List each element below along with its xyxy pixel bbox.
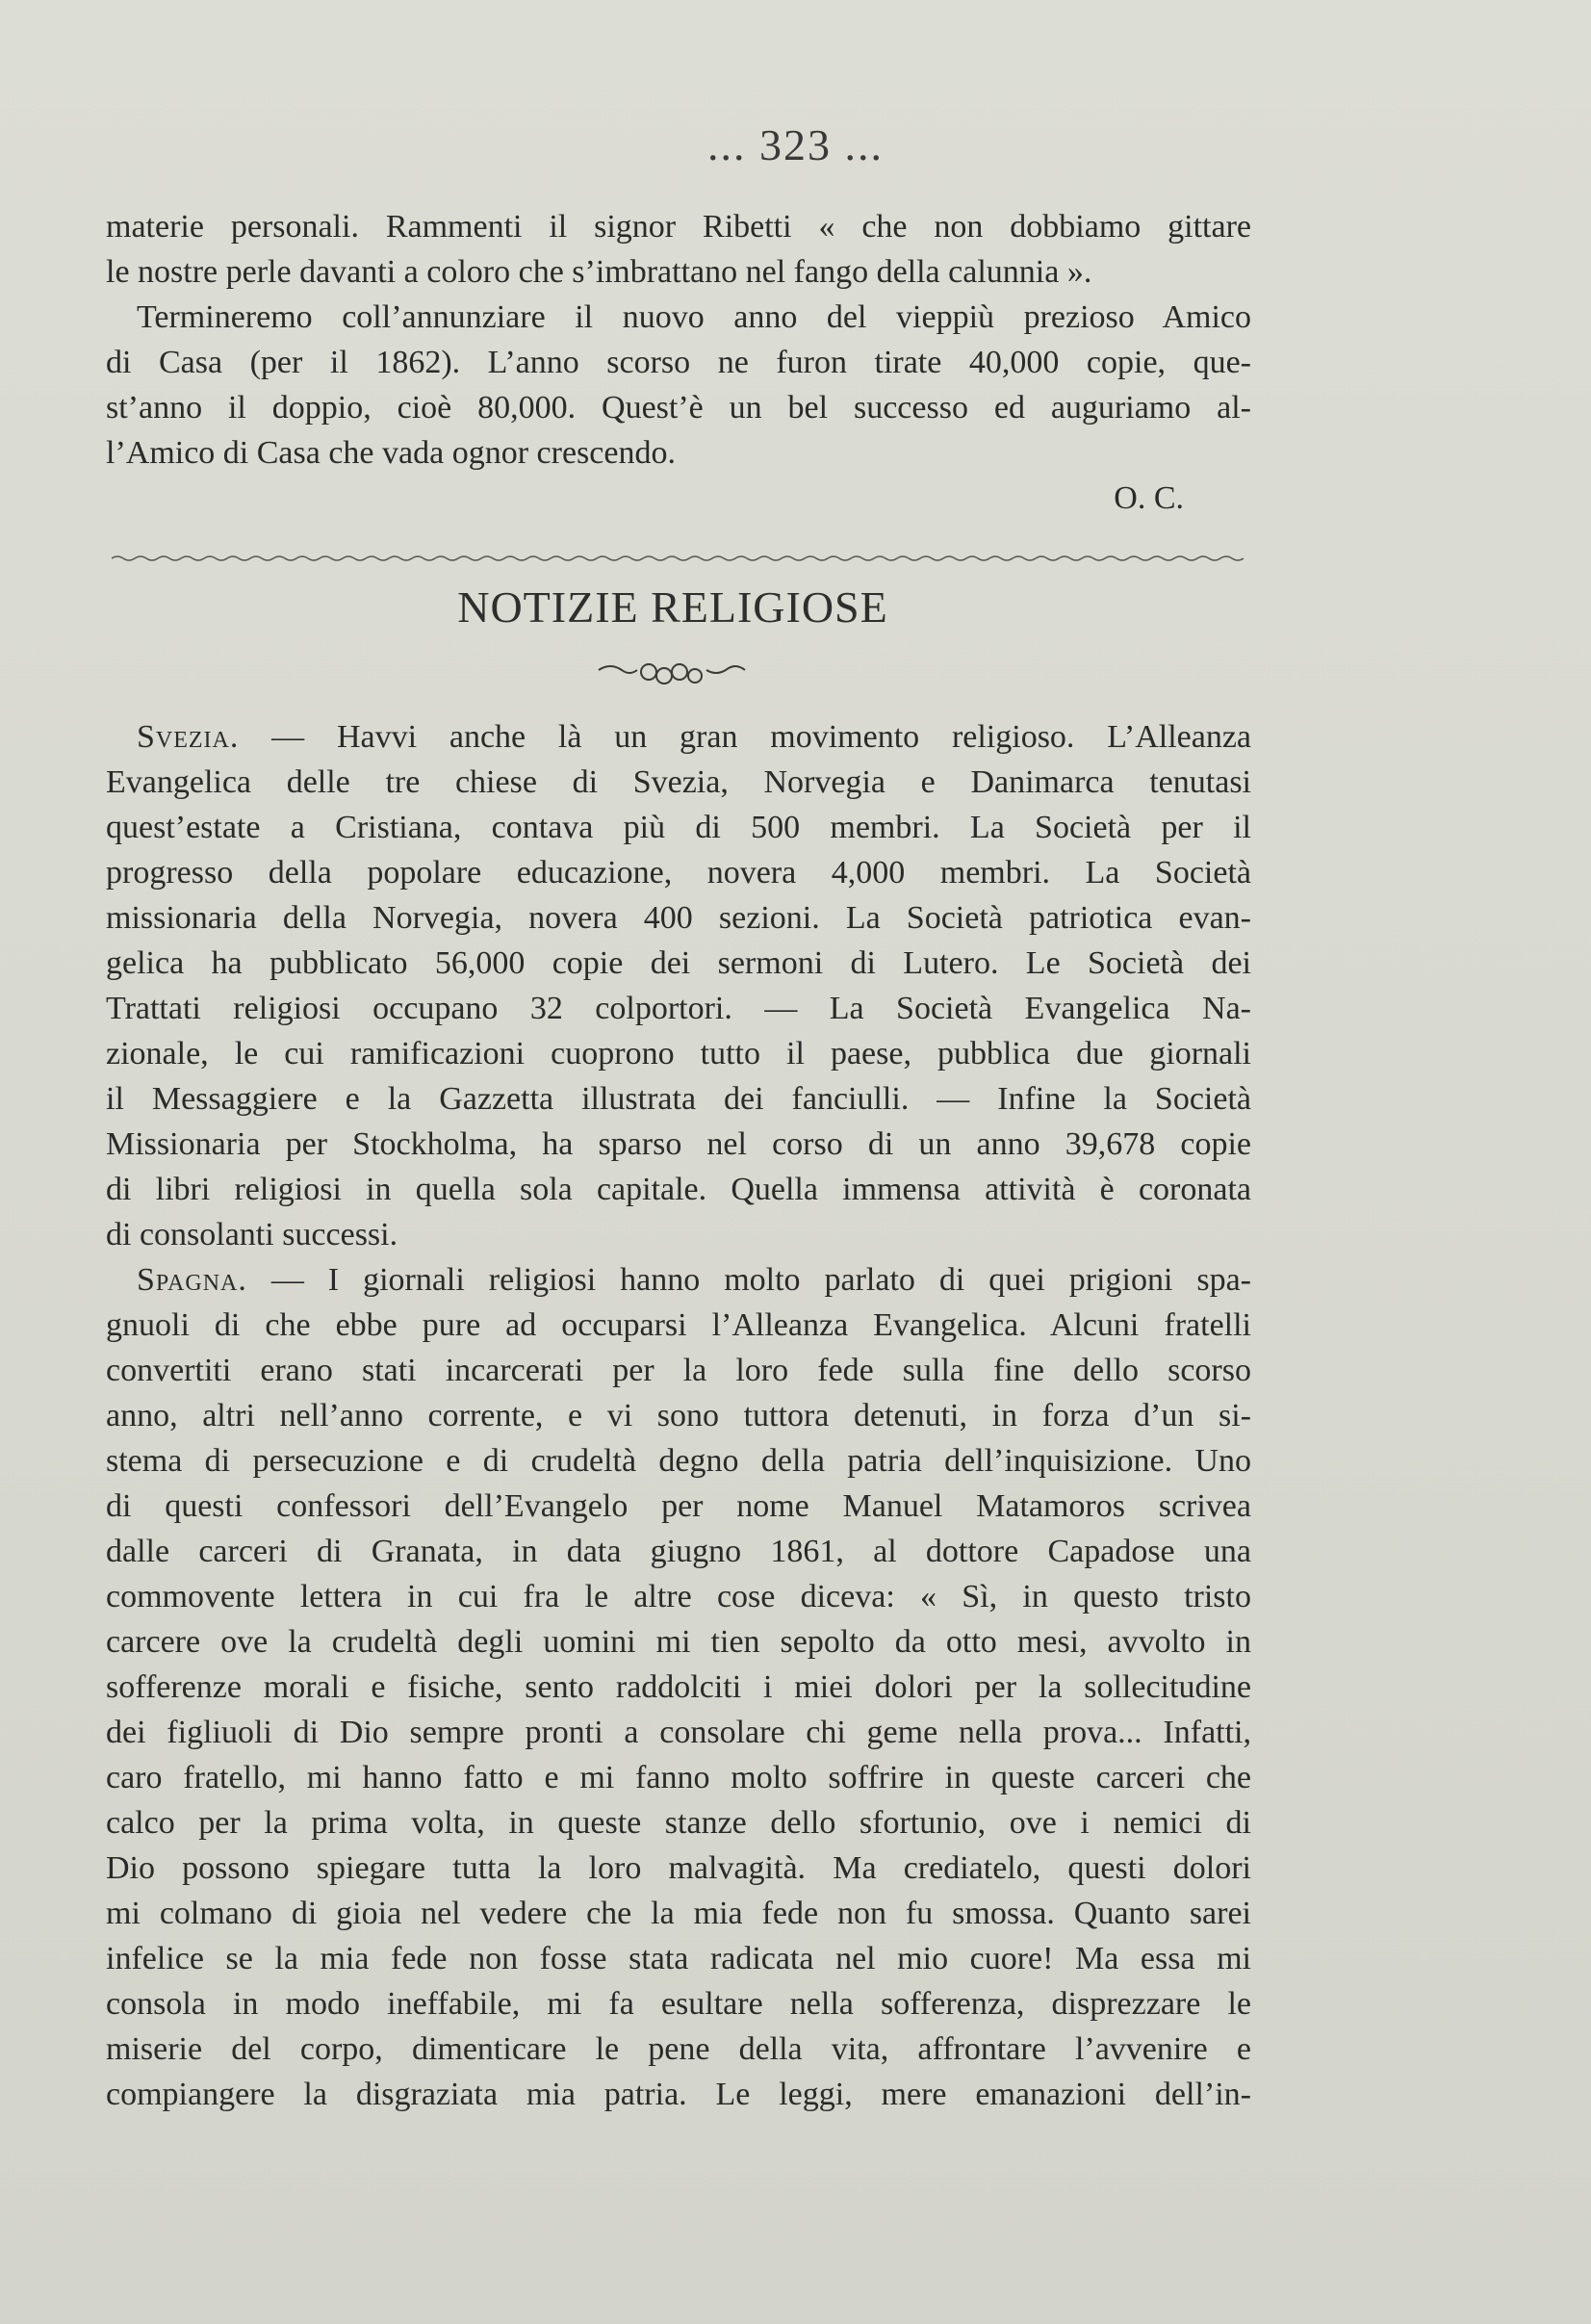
text-line: Evangelica delle tre chiese di Svezia, Norvegia e Danimarca tenutasi — [106, 764, 1251, 800]
svezia-first-line — [106, 714, 1251, 760]
text-run: — Havvi anche là un gran movimento religioso. L’Alleanza — [239, 719, 1251, 755]
text-line: Missionaria per Stockholma, ha sparso nel corso di un anno 39,678 copie — [106, 1126, 1251, 1162]
text-line: commovente lettera in cui fra le altre cose diceva: « Sì, in questo tristo — [106, 1579, 1251, 1614]
text-line: dalle carceri di Granata, in data giugno 1861, al dottore Capadose una — [106, 1534, 1251, 1569]
text-line: infelice se la mia fede non fosse stata radicata nel mio cuore! Ma essa mi — [106, 1941, 1251, 1976]
text-line: di questi confessori dell’Evangelo per nome Manuel Matamoros scrivea — [106, 1488, 1251, 1524]
text-line: dei figliuoli di Dio sempre pronti a consolare chi geme nella prova... Infatti, — [106, 1715, 1251, 1750]
text-line: Termineremo coll’annunziare il nuovo anno del vieppiù prezioso Amico — [137, 299, 1251, 335]
text-line: consola in modo ineffabile, mi fa esultare nella sofferenza, disprezzare le — [106, 1986, 1251, 2022]
text-line: caro fratello, mi hanno fatto e mi fanno molto soffrire in queste carceri che — [106, 1760, 1251, 1795]
text-line: missionaria della Norvegia, novera 400 sezioni. La Società patriotica evan- — [106, 900, 1251, 936]
text-line: st’anno il doppio, cioè 80,000. Quest’è un bel successo ed auguriamo al- — [106, 390, 1251, 426]
text-line: sofferenze morali e fisiche, sento raddolciti i miei dolori per la sollecitudine — [106, 1669, 1251, 1705]
news-section — [106, 714, 1251, 2117]
intro-paragraph — [106, 204, 1251, 521]
section-title: NOTIZIE RELIGIOSE — [457, 582, 888, 632]
text-line: di Casa (per il 1862). L’anno scorso ne furon tirate 40,000 copie, que- — [106, 345, 1251, 380]
ornament-icon — [595, 658, 749, 687]
text-line: progresso della popolare educazione, novera 4,000 membri. La Società — [106, 855, 1251, 891]
wavy-divider — [112, 555, 1244, 562]
country-heading: Spagna. — [137, 1262, 247, 1298]
signature: O. C. — [1114, 480, 1184, 516]
text-line: stema di persecuzione e di crudeltà degno della patria dell’inquisizione. Uno — [106, 1443, 1251, 1479]
text-line: gelica ha pubblicato 56,000 copie dei sermoni di Lutero. Le Società dei — [106, 945, 1251, 981]
text-line: calco per la prima volta, in queste stanze dello sfortunio, ove i nemici di — [106, 1805, 1251, 1841]
text-line: carcere ove la crudeltà degli uomini mi tien sepolto da otto mesi, avvolto in — [106, 1624, 1251, 1660]
text-line: gnuoli di che ebbe pure ad occuparsi l’Alleanza Evangelica. Alcuni fratelli — [106, 1307, 1251, 1343]
text-line: convertiti erano stati incarcerati per la loro fede sulla fine dello scorso — [106, 1353, 1251, 1388]
text-line: l’Amico di Casa che vada ognor crescendo. — [106, 435, 676, 471]
text-line: il Messaggiere e la Gazzetta illustrata dei fanciulli. — Infine la Società — [106, 1081, 1251, 1117]
text-line: anno, altri nell’anno corrente, e vi sono tuttora detenuti, in forza d’un si- — [106, 1398, 1251, 1433]
text-line: quest’estate a Cristiana, contava più di 500 membri. La Società per il — [106, 810, 1251, 845]
spagna-first-line — [106, 1257, 1251, 1303]
text-line: mi colmano di gioia nel vedere che la mia fede non fu smossa. Quanto sarei — [106, 1896, 1251, 1931]
text-line: le nostre perle davanti a coloro che s’imbrattano nel fango della calunnia ». — [106, 254, 1092, 290]
page-number: ... 323 ... — [707, 120, 884, 169]
text-line: di consolanti successi. — [106, 1217, 398, 1252]
text-line: zionale, le cui ramificazioni cuoprono tutto il paese, pubblica due giornali — [106, 1036, 1251, 1072]
text-line: Dio possono spiegare tutta la loro malvagità. Ma crediatelo, questi dolori — [106, 1850, 1251, 1886]
country-heading: Svezia. — [137, 719, 240, 755]
text-line: miserie del corpo, dimenticare le pene della vita, affrontare l’avvenire e — [106, 2031, 1251, 2067]
text-line: di libri religiosi in quella sola capitale. Quella immensa attività è coronata — [106, 1172, 1251, 1207]
text-line: Trattati religiosi occupano 32 colportori. — La Società Evangelica Na- — [106, 991, 1251, 1026]
text-line: compiangere la disgraziata mia patria. Le leggi, mere emanazioni dell’in- — [106, 2077, 1251, 2112]
text-line: materie personali. Rammenti il signor Ribetti « che non dobbiamo gittare — [106, 209, 1251, 245]
text-run: — I giornali religiosi hanno molto parlato di quei prigioni spa- — [246, 1262, 1251, 1298]
